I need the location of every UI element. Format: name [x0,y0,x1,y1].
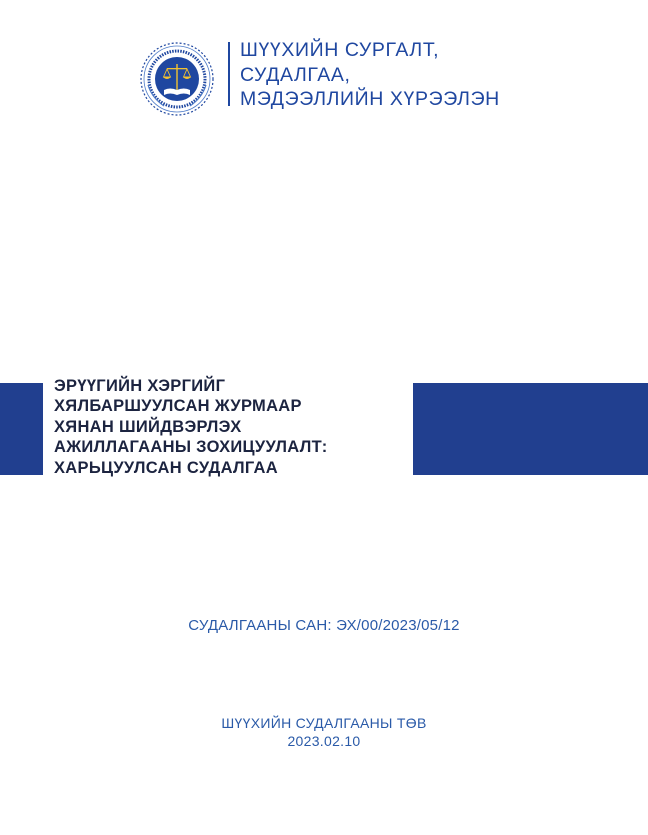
research-code: СУДАЛГААНЫ САН: ЭХ/00/2023/05/12 [188,617,460,634]
scales-of-justice-emblem-icon [138,40,216,118]
institution-name [240,38,500,112]
institute-logo [138,40,216,118]
title-line: ХЯНАН ШИЙДВЭРЛЭХ [54,417,242,436]
title-line: АЖИЛЛАГААНЫ ЗОХИЦУУЛАЛТ: [54,438,328,457]
footer-organization: ШҮҮХИЙН СУДАЛГААНЫ ТӨВ [221,715,427,731]
institution-name-line: СУДАЛГАА, [240,63,351,86]
title-band-left [0,383,43,475]
institution-name-line: ШҮҮХИЙН СУРГАЛТ, [240,39,440,61]
footer-date: 2023.02.10 [287,733,361,749]
title-band-right [413,383,648,475]
header-divider [228,42,230,106]
document-title [54,376,328,478]
institution-name-line: МЭДЭЭЛЛИЙН ХҮРЭЭЛЭН [240,88,500,110]
title-line: ХЯЛБАРШУУЛСАН ЖУРМААР [54,397,302,416]
title-line: ХАРЬЦУУЛСАН СУДАЛГАА [54,458,278,477]
title-line: ЭРҮҮГИЙН ХЭРГИЙГ [54,377,226,395]
footer [0,714,648,750]
